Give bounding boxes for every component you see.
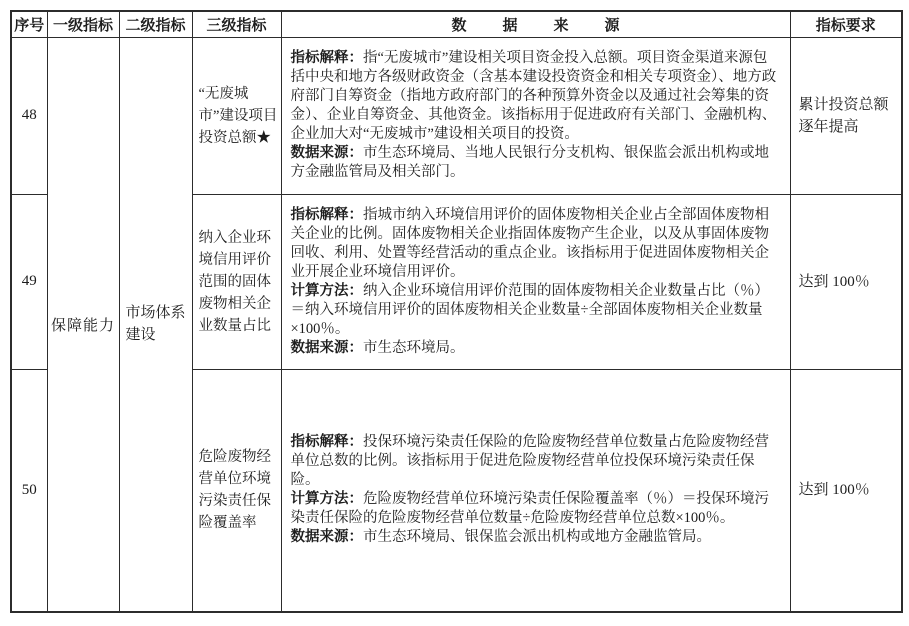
data-source-cell <box>281 369 790 612</box>
source-segment-label: 数据来源： <box>290 529 363 546</box>
source-segment <box>291 49 781 144</box>
source-segment <box>291 339 781 358</box>
data-source-cell <box>281 37 790 194</box>
requirement-cell: 达到 100％ <box>790 369 902 612</box>
source-segment-text: 市生态环境局、当地人民银行分支机构、银保监会派出机构或地方金融监管局及相关部门。 <box>290 145 769 180</box>
level1-indicator: 保障能力 <box>47 37 119 612</box>
data-source-cell <box>281 194 790 369</box>
source-segment-label: 指标解释： <box>290 206 363 223</box>
serial-number: 49 <box>11 194 47 369</box>
source-segment-label: 数据来源： <box>290 339 363 356</box>
serial-number: 50 <box>11 369 47 612</box>
level3-indicator: 纳入企业环境信用评价范围的固体废物相关企业数量占比 <box>192 194 281 369</box>
requirement-cell: 达到 100％ <box>790 194 902 369</box>
source-segment-label: 指标解释： <box>290 50 363 66</box>
source-segment-text: 指城市纳入环境信用评价的固体废物相关企业占全部固体废物相关企业的比例。固体废物相关企业指固体废物产生企业，以及从事固体废物回收、利用、处置等经营活动的重点企业。该指标用于促进固体废物相关企业开展企业环境信用评价。 <box>290 206 769 280</box>
source-segment <box>291 144 781 182</box>
level3-indicator: 危险废物经营单位环境污染责任保险覆盖率 <box>192 369 281 612</box>
source-segment-text: 纳入企业环境信用评价范围的固体废物相关企业数量占比（％）＝纳入环境信用评价的固体废物相关企业数量÷全部固体废物相关企业数量×100％。 <box>290 282 769 337</box>
source-segment-text: 市生态环境局。 <box>363 339 465 356</box>
table-row-48 <box>11 37 902 194</box>
indicator-table <box>10 10 903 613</box>
source-segment-text: 市生态环境局、银保监会派出机构或地方金融监管局。 <box>363 529 711 546</box>
header-requirement: 指标要求 <box>790 11 902 37</box>
level3-indicator: “无废城市”建设项目投资总额★ <box>192 37 281 194</box>
source-segment-label: 指标解释： <box>290 434 363 451</box>
source-segment-text: 指“无废城市”建设相关项目资金投入总额。项目资金渠道来源包括中央和地方各级财政资金（含基本建设投资资金和相关专项资金）、地方政府部门自筹资金（指地方政府部门的各种预算外资金以及通过社会筹集的资金）、企业自筹资金、其他资金。该指标用于促进政府有关部门、金融机构、企业加大对“无废城市”建设相关项目的投资。 <box>290 50 777 142</box>
source-segment <box>291 490 781 528</box>
source-segment-text: 危险废物经营单位环境污染责任保险覆盖率（％）＝投保环境污染责任保险的危险废物经营单位数量÷危险废物经营单位总数×100％。 <box>290 491 769 527</box>
source-segment <box>291 206 781 282</box>
header-data-source: 数据来源 <box>281 11 790 37</box>
source-segment <box>291 433 781 490</box>
header-level3-indicator: 三级指标 <box>192 11 281 37</box>
header-serial-number: 序号 <box>11 11 47 37</box>
serial-number: 48 <box>11 37 47 194</box>
header-row <box>11 11 902 37</box>
source-segment-label: 计算方法： <box>290 282 363 299</box>
header-level2-indicator: 二级指标 <box>119 11 192 37</box>
header-level1-indicator: 一级指标 <box>47 11 119 37</box>
source-segment-label: 计算方法： <box>290 491 363 508</box>
source-segment <box>291 528 781 547</box>
level2-indicator: 市场体系建设 <box>119 37 192 612</box>
source-segment <box>291 282 781 339</box>
requirement-cell: 累计投资总额逐年提高 <box>790 37 902 194</box>
source-segment-label: 数据来源： <box>290 145 363 161</box>
source-segment-text: 投保环境污染责任保险的危险废物经营单位数量占危险废物经营单位总数的比例。该指标用于促进危险废物经营单位投保环境污染责任保险。 <box>290 434 769 489</box>
